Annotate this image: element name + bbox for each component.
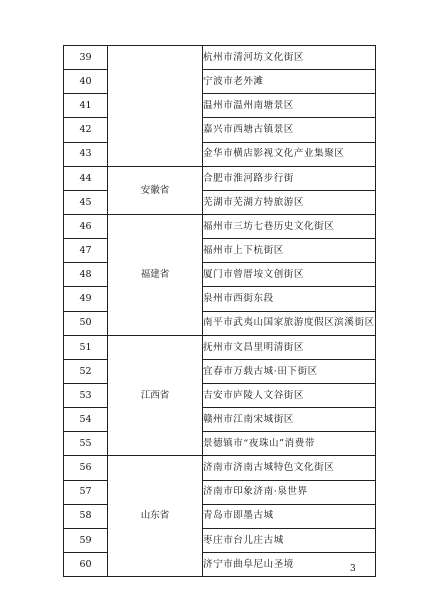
district-name: 济南市济南古城特色文化街区 [203,456,376,480]
row-number: 58 [64,504,108,528]
row-number: 46 [64,214,108,238]
district-name: 温州市温州南塘景区 [203,94,376,118]
province-cell: 山东省 [108,456,203,577]
district-name: 金华市横店影视文化产业集聚区 [203,142,376,166]
district-name: 吉安市庐陵人文谷街区 [203,383,376,407]
province-cell: 安徽省 [108,166,203,214]
row-number: 41 [64,94,108,118]
table-row [64,166,376,190]
district-name: 宜春市万载古城·田下街区 [203,359,376,383]
row-number: 49 [64,287,108,311]
row-number: 53 [64,383,108,407]
table-row [64,46,376,70]
district-name: 泉州市西街东段 [203,287,376,311]
row-number: 59 [64,528,108,552]
table-row [64,214,376,238]
row-number: 60 [64,552,108,576]
page-number: 3 [350,564,356,574]
district-name: 济宁市曲阜尼山圣境 [203,552,376,576]
table-body [64,46,376,577]
province-cell [108,46,203,167]
table-row [64,456,376,480]
row-number: 47 [64,239,108,263]
district-name: 枣庄市台儿庄古城 [203,528,376,552]
district-name: 嘉兴市西塘古镇景区 [203,118,376,142]
district-name: 南平市武夷山国家旅游度假区滨溪街区 [203,311,376,335]
row-number: 39 [64,46,108,70]
district-name: 合肥市淮河路步行街 [203,166,376,190]
table-row [64,335,376,359]
district-name: 杭州市清河坊文化街区 [203,46,376,70]
row-number: 43 [64,142,108,166]
district-name: 宁波市老外滩 [203,70,376,94]
row-number: 56 [64,456,108,480]
district-name: 赣州市江南宋城街区 [203,408,376,432]
row-number: 44 [64,166,108,190]
row-number: 45 [64,190,108,214]
district-name: 抚州市文昌里明清街区 [203,335,376,359]
row-number: 57 [64,480,108,504]
district-name: 芜湖市芜湖方特旅游区 [203,190,376,214]
row-number: 52 [64,359,108,383]
row-number: 50 [64,311,108,335]
row-number: 55 [64,432,108,456]
district-name: 青岛市即墨古城 [203,504,376,528]
row-number: 40 [64,70,108,94]
province-cell: 江西省 [108,335,203,456]
row-number: 54 [64,408,108,432]
row-number: 42 [64,118,108,142]
row-number: 51 [64,335,108,359]
row-number: 48 [64,263,108,287]
district-name: 福州市上下杭街区 [203,239,376,263]
district-name: 景德镇市“夜珠山”消费带 [203,432,376,456]
district-name: 济南市印象济南·泉世界 [203,480,376,504]
scenic-district-table [63,45,376,577]
district-name: 福州市三坊七巷历史文化街区 [203,214,376,238]
province-cell: 福建省 [108,214,203,335]
district-name: 厦门市曾厝垵文创街区 [203,263,376,287]
